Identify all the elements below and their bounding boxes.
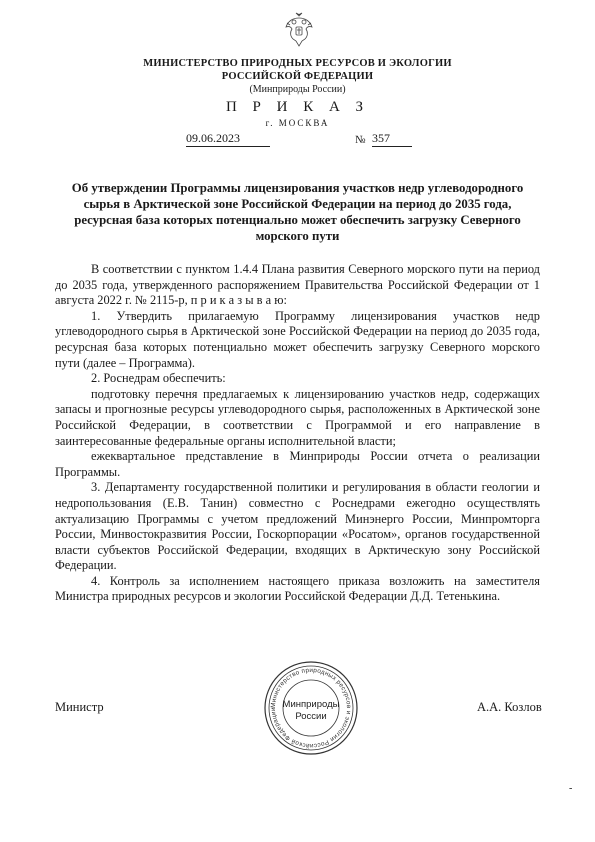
ministry-name-line1: МИНИСТЕРСТВО ПРИРОДНЫХ РЕСУРСОВ И ЭКОЛОГИИ (143, 58, 452, 69)
seal-center-line2: России (295, 711, 327, 722)
signature-position: Министр (55, 700, 104, 714)
paragraph-item-2b: ежеквартальное представление в Минприроды России отчета о реализации Программы. (55, 449, 540, 479)
paragraph-item-2a: подготовку перечня предлагаемых к лицензированию участков недр, содержащих запасы и прогнозные ресурсы углеводородного сырья, расположенных в Арктической зоне Российской Федерации, в соответствии с Программой и его направление в заинтересованные федеральные органы исполнительной власти; (55, 386, 540, 448)
document-title: Об утверждении Программы лицензирования участков недр углеводородного сырья в Арктической зоне Российской Федерации на период до 2035 года, ресурсная база которых потенциально может обеспечить загрузку Северного морского пути (71, 181, 524, 243)
city-label: г. МОСКВА (265, 118, 330, 128)
document-number: 357 (372, 131, 412, 147)
paragraph-item-2: 2. Роснедрам обеспечить: (91, 371, 226, 386)
document-date: 09.06.2023 (186, 131, 270, 147)
footer-mark: - (569, 783, 573, 794)
signature-name: А.А. Козлов (477, 700, 542, 714)
ministry-name-line2: РОССИЙСКОЙ ФЕДЕРАЦИИ (221, 71, 374, 82)
ministry-short-name: (Минприроды России) (249, 84, 346, 95)
seal-ring-text: Министерство природных ресурсов и экологии Российской Федерации (269, 666, 353, 750)
paragraph-item-3: 3. Департаменту государственной политики и регулирования в области геологии и недропользования (Е.В. Танин) совместно с Роснедрами ежегодно осуществлять актуализацию Программы с учетом предложений Минэнерго России, Минпромторга России, Минвостокразвития России, Госкорпорации «Росатом», органов государственной власти субъектов Российской Федерации, входящих в Арктическую зону Российской Федерации. (55, 480, 540, 573)
number-sign: № (355, 134, 366, 146)
document-body (55, 262, 540, 605)
coat-of-arms-emblem (284, 12, 314, 48)
document-type: П Р И К А З (225, 99, 370, 115)
official-seal (263, 660, 359, 756)
paragraph-item-4: 4. Контроль за исполнением настоящего приказа возложить на заместителя Министра природных ресурсов и экологии Российской Федерации Д.Д. Тетенькина. (55, 573, 540, 604)
paragraph-preamble: В соответствии с пунктом 1.4.4 Плана развития Северного морского пути на период до 2035 года, утвержденного распоряжением Правительства Российской Федерации от 1 августа 2022 г. № 2115-р, п р и к а з ы в а ю: (55, 262, 540, 308)
seal-center-line1: Минприроды (282, 699, 340, 710)
paragraph-item-1: 1. Утвердить прилагаемую Программу лицензирования участков недр углеводородного сырья в Арктической зоне Российской Федерации на период до 2035 года, ресурсная база которых потенциально может обеспечить загрузку Северного морского пути (далее – Программа). (55, 308, 540, 370)
